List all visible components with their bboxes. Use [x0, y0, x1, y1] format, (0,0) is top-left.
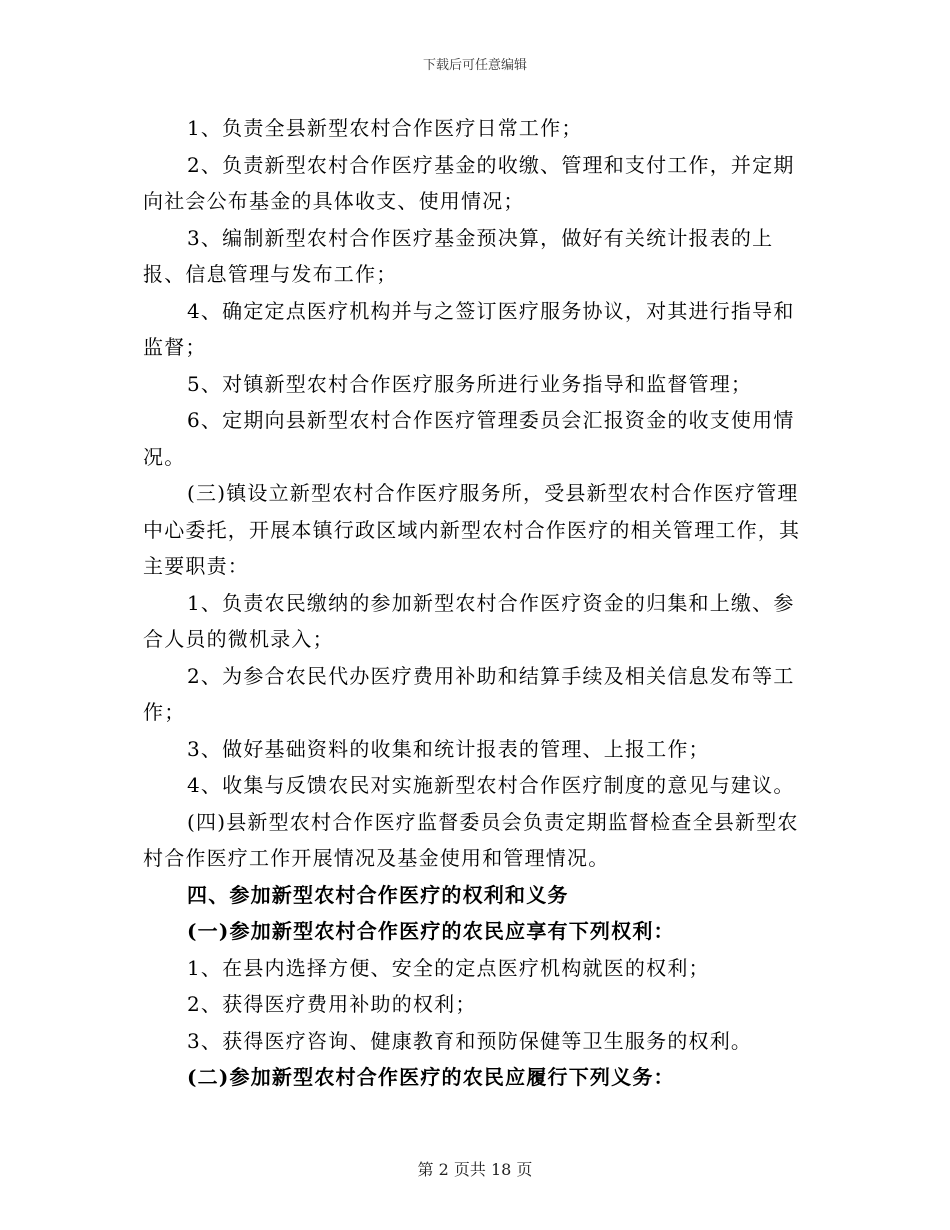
section-heading: 四、参加新型农村合作医疗的权利和义务 [187, 882, 569, 907]
paragraph: (三)镇设立新型农村合作医疗服务所，受县新型农村合作医疗管理中心委托，开展本镇行政区域内新型农村合作医疗的相关管理工作，其主要职责： [143, 481, 801, 578]
paragraph: 6、定期向县新型农村合作医疗管理委员会汇报资金的收支使用情况。 [143, 408, 795, 469]
paragraph: 3、编制新型农村合作医疗基金预决算，做好有关统计报表的上报、信息管理与发布工作； [143, 225, 774, 286]
paragraph: 3、做好基础资料的收集和统计报表的管理、上报工作； [187, 736, 710, 761]
paragraph: 2、为参合农民代办医疗费用补助和结算手续及相关信息发布等工作； [143, 663, 795, 724]
page-header: 下载后可任意编辑 [422, 58, 527, 73]
paragraph: 1、在县内选择方便、安全的定点医疗机构就医的权利； [187, 955, 710, 980]
paragraph: 1、负责农民缴纳的参加新型农村合作医疗资金的归集和上缴、参合人员的微机录入； [143, 590, 795, 651]
paragraph: (四)县新型农村合作医疗监督委员会负责定期监督检查全县新型农村合作医疗工作开展情况及基金使用和管理情况。 [143, 809, 799, 870]
paragraph: 3、获得医疗咨询、健康教育和预防保健等卫生服务的权利。 [187, 1028, 753, 1053]
page-number: 第 2 页共 18 页 [417, 1160, 533, 1179]
paragraph: 2、获得医疗费用补助的权利； [187, 992, 477, 1016]
paragraph: 5、对镇新型农村合作医疗服务所进行业务指导和监督管理； [187, 371, 753, 396]
paragraph: 4、收集与反馈农民对实施新型农村合作医疗制度的意见与建议。 [187, 773, 795, 797]
paragraph: 1、负责全县新型农村合作医疗日常工作； [187, 116, 583, 140]
subsection-heading: (二)参加新型农村合作医疗的农民应履行下列义务： [187, 1065, 675, 1089]
paragraph: 4、确定定点医疗机构并与之签订医疗服务协议，对其进行指导和监督； [143, 298, 795, 359]
paragraph: 2、负责新型农村合作医疗基金的收缴、管理和支付工作，并定期向社会公布基金的具体收支、使用情况； [143, 152, 795, 213]
subsection-heading: (一)参加新型农村合作医疗的农民应享有下列权利： [187, 919, 675, 943]
document-body [143, 110, 813, 1096]
